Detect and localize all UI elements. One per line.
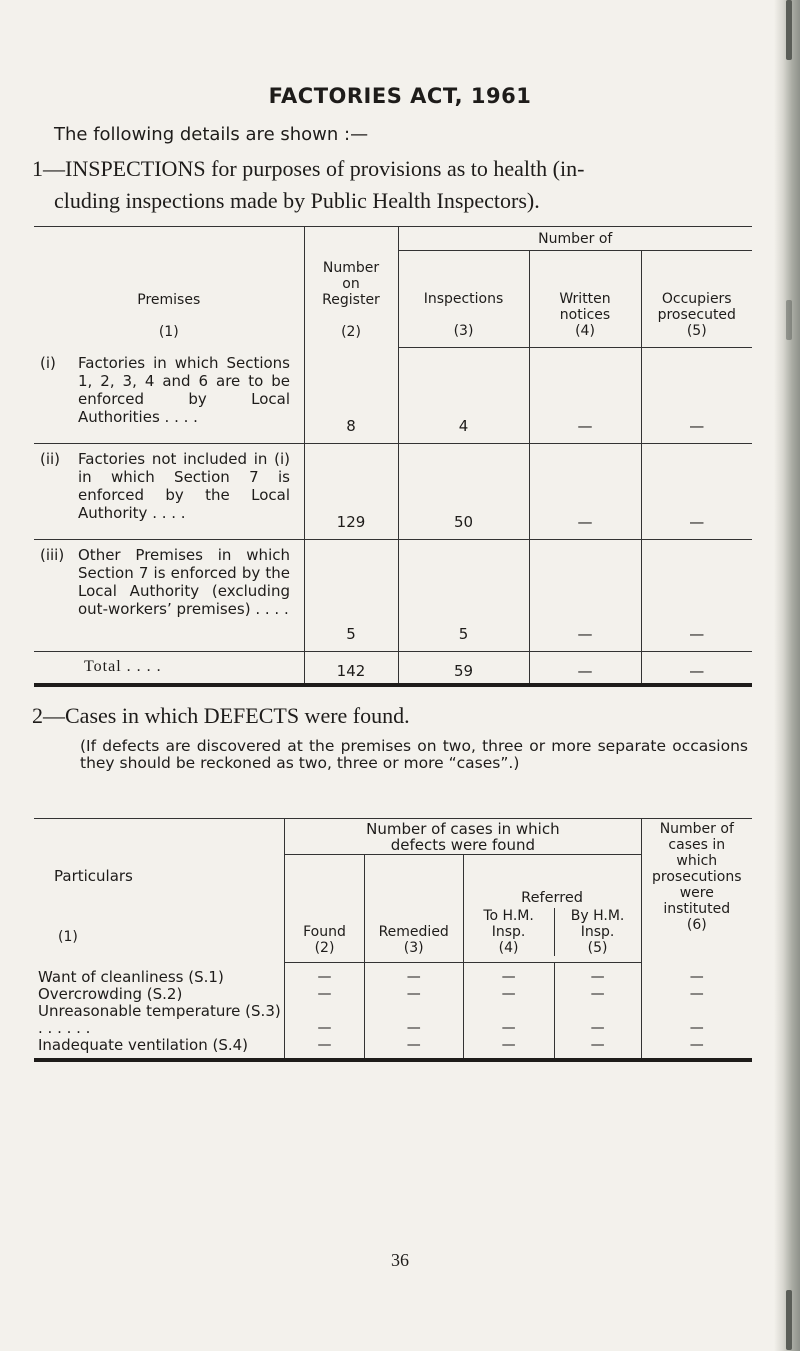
- table-row: [34, 444, 752, 540]
- occupiers-cell: —: [641, 444, 752, 540]
- table-row: [34, 1037, 752, 1060]
- found-header-label: Found: [303, 924, 346, 940]
- prosecutions-header-number: (6): [686, 917, 707, 933]
- row-label: (i): [40, 353, 56, 372]
- to-hm-cell: —: [463, 963, 554, 987]
- premises-cell: [34, 444, 304, 540]
- remedied-cell: —: [364, 963, 463, 987]
- premises-cell: [34, 348, 304, 444]
- row-label: (iii): [40, 546, 65, 564]
- referred-header-label: Referred: [521, 890, 583, 906]
- prosecutions-cell: —: [641, 1037, 752, 1060]
- register-cell: 5: [304, 540, 398, 652]
- number-of-header: Number of: [398, 227, 752, 251]
- remedied-header-number: (3): [403, 940, 424, 956]
- section2-note: (If defects are discovered at the premises on two, three or more separate occasions they should be reckoned as two, three or more “cases”.): [80, 737, 748, 772]
- inspections-header-label: Inspections: [423, 291, 504, 307]
- to-hm-header: [464, 908, 554, 956]
- register-cell: 8: [304, 348, 398, 444]
- particulars-header-number: (1): [58, 929, 78, 945]
- premises-cell: [34, 540, 304, 652]
- premises-header: [34, 227, 304, 348]
- total-occupiers: —: [641, 652, 752, 686]
- inspections-header: [398, 251, 529, 348]
- to-hm-number: (4): [498, 940, 519, 956]
- by-hm-number: (5): [587, 940, 608, 956]
- remedied-cell: —: [364, 1037, 463, 1060]
- total-label: Total . . . .: [34, 652, 304, 686]
- written-notices-label: Written notices: [559, 291, 611, 323]
- intro-text: The following details are shown :—: [54, 124, 369, 145]
- particular-cell: Inadequate ventilation (S.4): [34, 1037, 285, 1060]
- particular-cell: Want of cleanliness (S.1): [34, 963, 285, 987]
- total-inspections: 59: [398, 652, 529, 686]
- scan-edge-mark: [786, 1290, 792, 1350]
- particulars-header: [34, 819, 285, 963]
- occupiers-header: [641, 251, 752, 348]
- found-header: [285, 855, 365, 963]
- by-hm-label: By H.M. Insp.: [570, 908, 625, 940]
- remedied-cell: —: [364, 1003, 463, 1037]
- written-notices-cell: —: [529, 540, 641, 652]
- to-hm-cell: —: [463, 1037, 554, 1060]
- occupiers-label: Occupiers prosecuted: [657, 291, 736, 323]
- row-text: Other Premises in which Section 7 is enforced by the Local Authority (excluding out-workers’ premises) . . . .: [78, 546, 290, 618]
- table-row: [34, 348, 752, 444]
- premises-header-label: Premises: [137, 291, 201, 308]
- inspections-cell: 4: [398, 348, 529, 444]
- section2-title: 2—Cases in which DEFECTS were found.: [32, 703, 410, 728]
- total-row: [34, 652, 752, 686]
- occupiers-cell: —: [641, 540, 752, 652]
- section1-line1: 1—INSPECTIONS for purposes of provisions as to health (in-: [32, 156, 585, 181]
- written-notices-header: [529, 251, 641, 348]
- found-cell: —: [285, 963, 365, 987]
- prosecutions-cell: —: [641, 963, 752, 987]
- to-hm-label: To H.M. Insp.: [483, 908, 534, 940]
- by-hm-cell: —: [554, 986, 641, 1003]
- row-text: Factories in which Sections 1, 2, 3, 4 and 6 are to be enforced by Local Authorities . . . .: [78, 353, 290, 426]
- document-heading: FACTORIES ACT, 1961: [268, 84, 532, 108]
- cases-header-label: Number of cases in which defects were found: [366, 820, 560, 854]
- page-edge-shadow: [774, 0, 800, 1351]
- remedied-cell: —: [364, 986, 463, 1003]
- page-number: 36: [391, 1250, 409, 1270]
- by-hm-cell: —: [554, 1003, 641, 1037]
- remedied-header-label: Remedied: [378, 924, 449, 940]
- prosecutions-header-label: Number of cases in which prosecutions were instituted: [652, 821, 742, 917]
- register-header-label: Number on Register: [322, 259, 380, 308]
- particular-cell: Overcrowding (S.2): [34, 986, 285, 1003]
- defects-table: [34, 818, 752, 1062]
- remedied-header: [364, 855, 463, 963]
- prosecutions-cell: —: [641, 986, 752, 1003]
- register-cell: 129: [304, 444, 398, 540]
- written-notices-cell: —: [529, 348, 641, 444]
- table-row: [34, 1003, 752, 1037]
- section1-line2: cluding inspections made by Public Health Inspectors).: [54, 188, 540, 213]
- particulars-header-label: Particulars: [54, 867, 133, 885]
- written-notices-number: (4): [575, 323, 595, 339]
- inspections-cell: 5: [398, 540, 529, 652]
- inspections-table: [34, 226, 752, 687]
- prosecutions-header: [641, 819, 752, 963]
- table-row: [34, 963, 752, 987]
- total-written-notices: —: [529, 652, 641, 686]
- found-cell: —: [285, 1003, 365, 1037]
- row-text: Factories not included in (i) in which Section 7 is enforced by the Local Authority . . . .: [78, 450, 290, 522]
- scan-edge-mark: [786, 300, 792, 340]
- found-cell: —: [285, 986, 365, 1003]
- premises-header-number: (1): [158, 323, 179, 340]
- by-hm-cell: —: [554, 1037, 641, 1060]
- register-header: [304, 227, 398, 348]
- inspections-cell: 50: [398, 444, 529, 540]
- by-hm-cell: —: [554, 963, 641, 987]
- written-notices-cell: —: [529, 444, 641, 540]
- to-hm-cell: —: [463, 986, 554, 1003]
- to-hm-cell: —: [463, 1003, 554, 1037]
- occupiers-cell: —: [641, 348, 752, 444]
- cases-header: [285, 819, 641, 855]
- found-header-number: (2): [314, 940, 335, 956]
- table-row: [34, 540, 752, 652]
- scan-edge-mark: [786, 0, 792, 60]
- row-label: (ii): [40, 450, 61, 468]
- occupiers-number: (5): [686, 323, 707, 339]
- register-header-number: (2): [341, 323, 361, 340]
- by-hm-header: [554, 908, 641, 956]
- found-cell: —: [285, 1037, 365, 1060]
- table-row: [34, 986, 752, 1003]
- total-register: 142: [304, 652, 398, 686]
- prosecutions-cell: —: [641, 1003, 752, 1037]
- inspections-header-number: (3): [453, 323, 474, 339]
- section1-title: [32, 153, 747, 217]
- particular-cell: Unreasonable temperature (S.3) . . . . . .: [34, 1003, 285, 1037]
- referred-header: [463, 855, 641, 963]
